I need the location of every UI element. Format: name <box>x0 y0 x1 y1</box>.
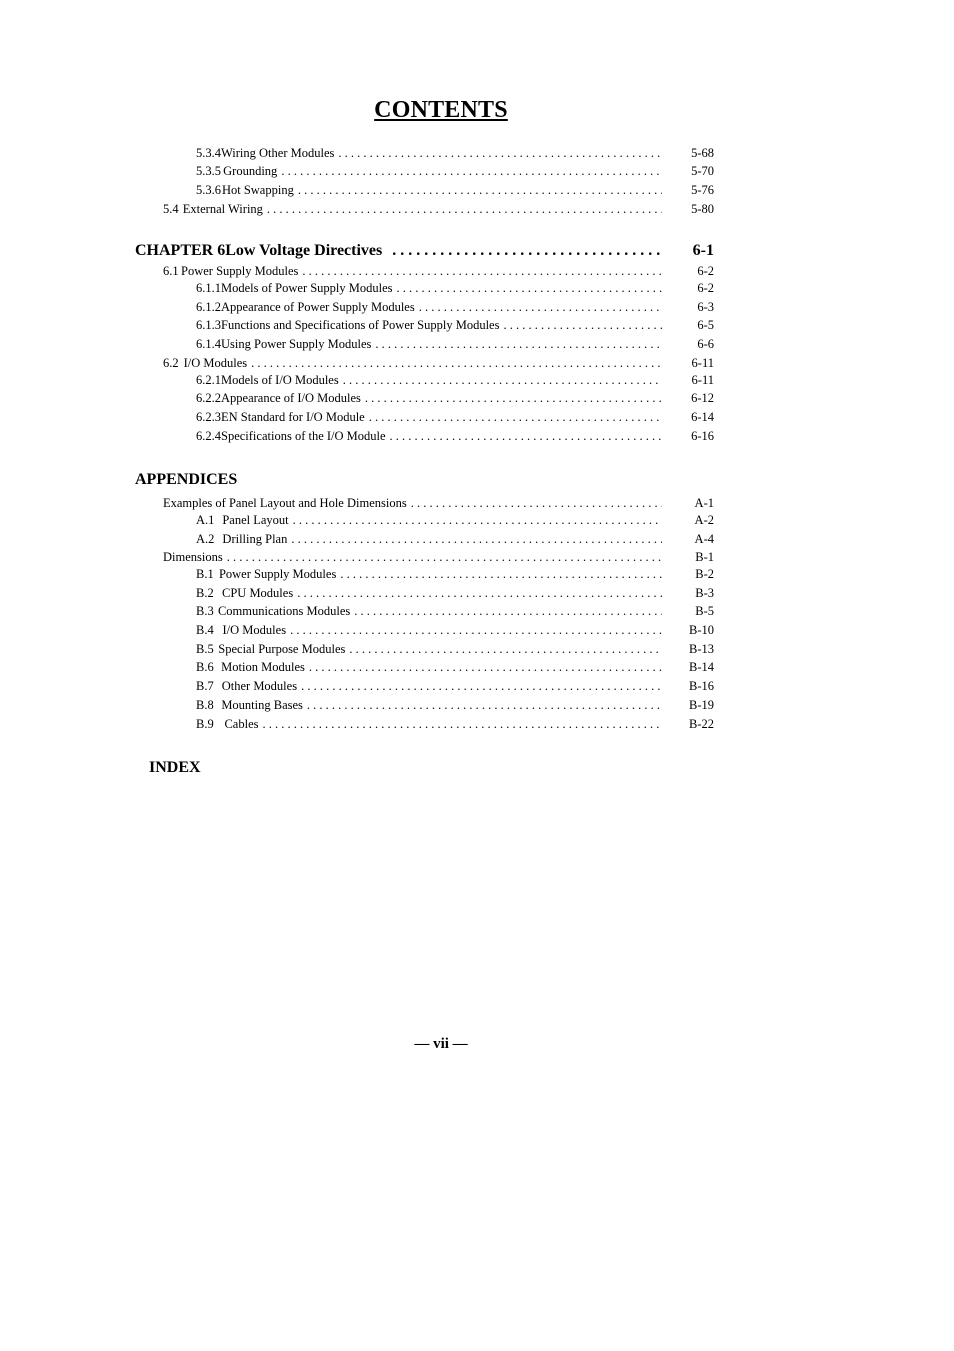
page-title: CONTENTS <box>374 97 508 123</box>
toc-entry-number: B.7 <box>196 679 214 693</box>
toc-entry-number: B.4 <box>196 623 214 637</box>
leader-dots <box>227 550 662 565</box>
toc-entry-title: Using Power Supply Modules <box>221 337 372 351</box>
leader-dots <box>281 164 662 179</box>
leader-dots <box>419 300 662 315</box>
toc-entry-page: 6-3 <box>697 300 714 314</box>
toc-entry-number: 6.2.3 <box>196 410 221 424</box>
leader-dots <box>390 429 662 444</box>
toc-entry-page: 6-2 <box>697 264 714 278</box>
toc-entry-page: B-2 <box>695 567 714 581</box>
toc-entry[interactable] <box>163 356 714 372</box>
toc-entry-page: 6-11 <box>691 356 714 370</box>
toc-entry[interactable] <box>196 183 714 199</box>
appendices-heading: APPENDICES <box>135 471 238 488</box>
leader-dots <box>411 496 662 511</box>
toc-entry-page: B-14 <box>689 660 714 674</box>
toc-entry-title: Dimensions <box>163 550 223 564</box>
toc-entry-page: A-1 <box>694 496 714 510</box>
toc-entry[interactable] <box>196 513 714 529</box>
toc-entry-number: 5.3.6 <box>196 183 221 197</box>
toc-entry[interactable] <box>196 337 714 353</box>
toc-entry-title: I/O Modules <box>183 356 248 370</box>
toc-entry-number: B.5 <box>196 642 214 656</box>
index-heading[interactable]: INDEX <box>149 759 201 776</box>
toc-entry-title: Drilling Plan <box>222 532 288 546</box>
toc-entry[interactable] <box>196 318 714 334</box>
toc-entry-title: Specifications of the I/O Module <box>221 429 386 443</box>
toc-entry-page: B-13 <box>689 642 714 656</box>
toc-entry-number: 6.1.3 <box>196 318 221 332</box>
toc-entry-number: A.1 <box>196 513 215 527</box>
leader-dots <box>340 567 662 582</box>
leader-dots <box>349 642 662 657</box>
page-number: — vii — <box>414 1036 468 1052</box>
toc-entry[interactable] <box>196 164 714 180</box>
toc-entry-page: 6-16 <box>691 429 714 443</box>
toc-entry-title: Examples of Panel Layout and Hole Dimensions <box>163 496 407 510</box>
leader-dots <box>293 513 662 528</box>
chapter-label: CHAPTER 6 <box>135 242 226 259</box>
toc-entry[interactable] <box>196 698 714 714</box>
toc-entry-page: B-19 <box>689 698 714 712</box>
toc-entry-page: B-22 <box>689 717 714 731</box>
toc-entry[interactable] <box>196 604 714 620</box>
leader-dots <box>392 242 662 260</box>
leader-dots <box>503 318 662 333</box>
toc-entry-number: B.2 <box>196 586 214 600</box>
toc-entry-page: A-2 <box>694 513 714 527</box>
toc-entry-page: 5-68 <box>691 146 714 160</box>
toc-entry-number: 6.2.4 <box>196 429 221 443</box>
toc-entry-number: 5.4 <box>163 202 179 216</box>
toc-entry[interactable] <box>196 717 714 733</box>
toc-entry-page: 6-11 <box>691 373 714 387</box>
toc-entry-page: A-4 <box>694 532 714 546</box>
toc-entry-number: 6.2.2 <box>196 391 221 405</box>
toc-entry[interactable] <box>196 586 714 602</box>
toc-entry[interactable] <box>196 567 714 583</box>
toc-entry-page: 6-6 <box>697 337 714 351</box>
toc-entry-title: Panel Layout <box>222 513 289 527</box>
toc-entry-title: Hot Swapping <box>221 183 294 197</box>
toc-entry[interactable] <box>196 281 714 297</box>
leader-dots <box>297 586 662 601</box>
toc-entry[interactable] <box>196 410 714 426</box>
toc-entry-page: 6-14 <box>691 410 714 424</box>
toc-entry-page: 6-5 <box>697 318 714 332</box>
toc-entry[interactable] <box>163 264 714 280</box>
leader-dots <box>302 264 662 279</box>
leader-dots <box>291 532 662 547</box>
toc-entry-page: B-10 <box>689 623 714 637</box>
toc-entry[interactable] <box>196 429 714 445</box>
toc-entry-title: Special Purpose Modules <box>218 642 346 656</box>
leader-dots <box>267 202 662 217</box>
leader-dots <box>290 623 662 638</box>
leader-dots <box>369 410 662 425</box>
toc-entry-title: External Wiring <box>182 202 263 216</box>
toc-entry[interactable] <box>163 496 714 512</box>
toc-entry-title: Other Modules <box>221 679 298 693</box>
toc-entry[interactable] <box>196 532 714 548</box>
toc-entry-number: B.1 <box>196 567 214 581</box>
toc-entry-title: Grounding <box>223 164 278 178</box>
toc-entry-title: Power Supply Modules <box>181 264 299 278</box>
toc-entry-page: B-3 <box>695 586 714 600</box>
toc-entry-title: Models of Power Supply Modules <box>221 281 393 295</box>
toc-entry-page: B-1 <box>695 550 714 564</box>
toc-entry[interactable] <box>196 146 714 162</box>
leader-dots <box>375 337 662 352</box>
toc-entry-title: Mounting Bases <box>221 698 303 712</box>
toc-entry-title: Wiring Other Modules <box>221 146 335 160</box>
toc-entry-page: 6-2 <box>697 281 714 295</box>
toc-entry-number: 6.1.4 <box>196 337 221 351</box>
toc-entry-title: CPU Modules <box>222 586 294 600</box>
leader-dots <box>307 698 662 713</box>
toc-entry[interactable] <box>196 300 714 316</box>
toc-entry[interactable] <box>196 373 714 389</box>
leader-dots <box>343 373 662 388</box>
chapter-page: 6-1 <box>692 242 714 259</box>
chapter-heading[interactable] <box>135 242 714 260</box>
toc-entry-title: Appearance of Power Supply Modules <box>221 300 415 314</box>
leader-dots <box>263 717 663 732</box>
toc-entry-title: Models of I/O Modules <box>221 373 339 387</box>
toc-entry-number: 6.2.1 <box>196 373 221 387</box>
leader-dots <box>365 391 662 406</box>
leader-dots <box>301 679 662 694</box>
toc-entry-number: 6.2 <box>163 356 179 370</box>
toc-entry-page: 5-76 <box>691 183 714 197</box>
toc-entry-title: Power Supply Modules <box>218 567 337 581</box>
toc-entry-title: Functions and Specifications of Power Supply Modules <box>221 318 500 332</box>
leader-dots <box>397 281 662 296</box>
leader-dots <box>251 356 662 371</box>
toc-entry-title: Motion Modules <box>221 660 305 674</box>
toc-entry[interactable] <box>196 623 714 639</box>
toc-entry[interactable] <box>196 660 714 676</box>
leader-dots <box>298 183 662 198</box>
toc-entry-number: B.3 <box>196 604 214 618</box>
toc-entry-page: B-16 <box>689 679 714 693</box>
toc-entry-title: Cables <box>224 717 259 731</box>
toc-entry-title: EN Standard for I/O Module <box>221 410 365 424</box>
toc-entry[interactable] <box>163 550 714 566</box>
toc-entry[interactable] <box>196 391 714 407</box>
toc-entry-page: 5-80 <box>691 202 714 216</box>
toc-entry[interactable] <box>196 679 714 695</box>
leader-dots <box>338 146 662 161</box>
toc-entry-page: B-5 <box>695 604 714 618</box>
toc-entry-number: B.8 <box>196 698 214 712</box>
leader-dots <box>309 660 662 675</box>
toc-entry-number: 6.1.1 <box>196 281 221 295</box>
toc-entry-page: 5-70 <box>691 164 714 178</box>
toc-entry-number: 6.1 <box>163 264 179 278</box>
toc-entry-page: 6-12 <box>691 391 714 405</box>
toc-entry-number: 5.3.5 <box>196 164 221 178</box>
toc-entry-number: 5.3.4 <box>196 146 221 160</box>
toc-entry[interactable] <box>163 202 714 218</box>
toc-entry-title: Appearance of I/O Modules <box>221 391 361 405</box>
toc-entry-title: Communications Modules <box>217 604 351 618</box>
toc-entry-number: 6.1.2 <box>196 300 221 314</box>
toc-entry-number: A.2 <box>196 532 215 546</box>
leader-dots <box>354 604 662 619</box>
toc-entry-title: I/O Modules <box>222 623 287 637</box>
toc-entry-number: B.9 <box>196 717 214 731</box>
toc-entry[interactable] <box>196 642 714 658</box>
toc-entry-number: B.6 <box>196 660 214 674</box>
chapter-title: Low Voltage Directives <box>225 242 383 259</box>
